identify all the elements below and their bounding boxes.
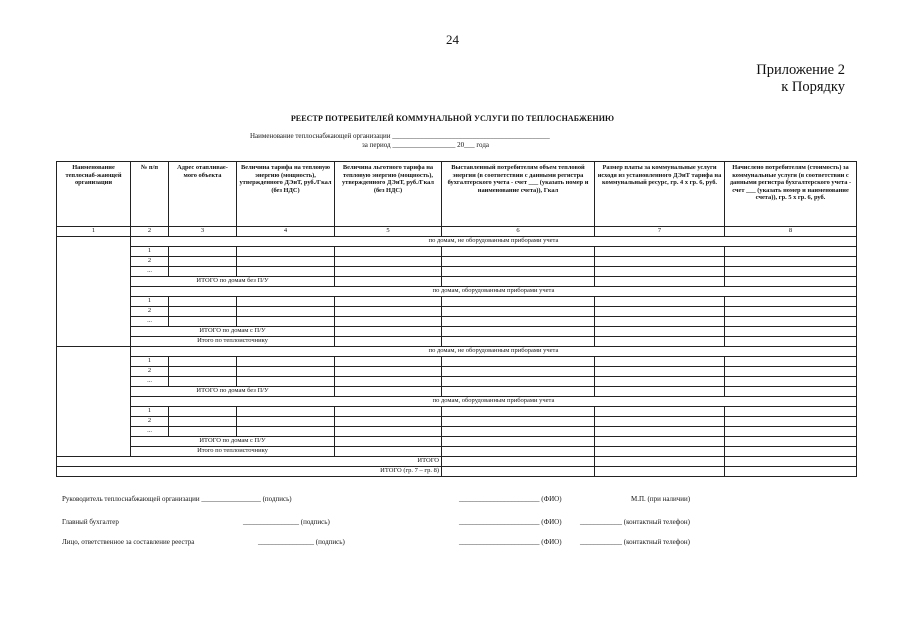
cell[interactable] [442, 407, 595, 417]
period-field[interactable]: за период __________________ 20___ года [362, 141, 489, 149]
table-row [57, 407, 857, 417]
table-row [57, 377, 857, 387]
item-number: ... [131, 317, 169, 327]
col-number: 7 [595, 227, 725, 237]
cell[interactable] [725, 437, 857, 447]
document-title: РЕЕСТР ПОТРЕБИТЕЛЕЙ КОММУНАЛЬНОЙ УСЛУГИ ПО ТЕПЛОСНАБЖЕНИЮ [290, 114, 615, 123]
signature-head-name[interactable]: _______________________ (ФИО) [459, 495, 562, 503]
cell[interactable] [595, 307, 725, 317]
cell[interactable] [595, 327, 725, 337]
cell[interactable] [442, 467, 595, 477]
cell[interactable] [595, 377, 725, 387]
cell[interactable] [725, 357, 857, 367]
cell[interactable] [725, 297, 857, 307]
total-no-meter-label: ИТОГО по домам без П/У [131, 387, 335, 397]
cell[interactable] [169, 297, 237, 307]
header-organization: Наименование теплоснаб-жающей организации [57, 162, 131, 227]
cell[interactable] [335, 257, 442, 267]
table-row [57, 307, 857, 317]
grand-total-check-label: ИТОГО (гр. 7 – гр. 8) [57, 467, 442, 477]
cell[interactable] [237, 367, 335, 377]
grand-total-label: ИТОГО [57, 457, 442, 467]
table-row [57, 397, 857, 407]
cell[interactable] [169, 247, 237, 257]
item-number: 1 [131, 247, 169, 257]
cell[interactable] [237, 297, 335, 307]
cell[interactable] [595, 437, 725, 447]
table-row [57, 427, 857, 437]
cell[interactable] [169, 307, 237, 317]
cell[interactable] [237, 247, 335, 257]
cell[interactable] [442, 437, 595, 447]
total-with-meter-label: ИТОГО по домам с П/У [131, 327, 335, 337]
cell[interactable] [335, 417, 442, 427]
cell[interactable] [725, 327, 857, 337]
cell[interactable] [442, 337, 595, 347]
table-row [57, 457, 857, 467]
header-preferential-tariff: Величина льготного тарифа на тепловую энергию (мощность), утвержденного ДЭиТ, руб./Гкал (без НДС) [335, 162, 442, 227]
cell[interactable] [335, 327, 442, 337]
cell[interactable] [442, 307, 595, 317]
table-row [57, 437, 857, 447]
col-number: 8 [725, 227, 857, 237]
stamp-label: М.П. (при наличии) [631, 495, 691, 503]
responsible-label: Лицо, ответственное за составление реестра [62, 538, 195, 546]
col-number: 1 [57, 227, 131, 237]
col-number: 3 [169, 227, 237, 237]
col-number: 2 [131, 227, 169, 237]
supplier-cell[interactable] [57, 237, 131, 347]
cell[interactable] [725, 267, 857, 277]
cell[interactable] [237, 307, 335, 317]
total-supplier-label: Итого по теплоисточнику [131, 337, 335, 347]
header-payment: Размер платы за коммунальные услуги исходя из установленного ДЭиТ тарифа на коммунальный ресурс, гр. 4 х гр. 6, руб. [595, 162, 725, 227]
cell[interactable] [725, 407, 857, 417]
table-row [57, 447, 857, 457]
cell[interactable] [169, 377, 237, 387]
cell[interactable] [442, 327, 595, 337]
item-number: 2 [131, 257, 169, 267]
item-number: 1 [131, 297, 169, 307]
supplier-cell[interactable] [57, 347, 131, 457]
header-accrued: Начислено потребителям (стоимость) за коммунальные услуги (в соответствии с данными регистра бухгалтерского учета - счет ___ (указать номер и наименование счета)), гр. 5 х гр. 6, руб. [725, 162, 857, 227]
accountant-signature[interactable]: ________________ (подпись) [243, 518, 330, 526]
cell[interactable] [725, 467, 857, 477]
registry-table [56, 161, 857, 477]
item-number: 1 [131, 357, 169, 367]
cell[interactable] [237, 377, 335, 387]
cell[interactable] [595, 467, 725, 477]
item-number: 2 [131, 417, 169, 427]
cell[interactable] [169, 317, 237, 327]
cell[interactable] [335, 297, 442, 307]
cell[interactable] [335, 387, 442, 397]
cell[interactable] [725, 427, 857, 437]
table-row [57, 337, 857, 347]
cell[interactable] [237, 407, 335, 417]
cell[interactable] [442, 317, 595, 327]
header-address: Адрес отапливае-мого объекта [169, 162, 237, 227]
cell[interactable] [725, 277, 857, 287]
cell[interactable] [725, 447, 857, 457]
cell[interactable] [442, 427, 595, 437]
cell[interactable] [237, 257, 335, 267]
item-number: ... [131, 377, 169, 387]
cell[interactable] [725, 457, 857, 467]
responsible-name[interactable]: _______________________ (ФИО) [459, 538, 562, 546]
cell[interactable] [442, 257, 595, 267]
registry-table-container [56, 161, 856, 477]
cell[interactable] [725, 387, 857, 397]
cell[interactable] [335, 367, 442, 377]
cell[interactable] [595, 387, 725, 397]
cell[interactable] [442, 457, 595, 467]
cell[interactable] [237, 417, 335, 427]
cell[interactable] [442, 377, 595, 387]
item-number: 2 [131, 367, 169, 377]
cell[interactable] [442, 417, 595, 427]
table-row [57, 387, 857, 397]
cell[interactable] [725, 247, 857, 257]
section-with-meter: по домам, оборудованным приборами учета [131, 287, 857, 297]
cell[interactable] [442, 387, 595, 397]
item-number: ... [131, 267, 169, 277]
signature-head[interactable]: Руководитель теплоснабжающей организации _________________ (подпись) [62, 495, 292, 503]
cell[interactable] [595, 297, 725, 307]
item-number: 2 [131, 307, 169, 317]
cell[interactable] [169, 407, 237, 417]
section-no-meter: по домам, не оборудованным приборами учета [131, 347, 857, 357]
table-row [57, 467, 857, 477]
cell[interactable] [237, 267, 335, 277]
appendix-line-2: к Порядку [781, 79, 845, 95]
item-number: ... [131, 427, 169, 437]
page-number: 24 [446, 32, 459, 47]
cell[interactable] [595, 457, 725, 467]
cell[interactable] [335, 317, 442, 327]
cell[interactable] [442, 447, 595, 457]
cell[interactable] [725, 337, 857, 347]
cell[interactable] [595, 257, 725, 267]
section-no-meter: по домам, не оборудованным приборами учета [131, 237, 857, 247]
cell[interactable] [335, 307, 442, 317]
cell[interactable] [442, 267, 595, 277]
section-with-meter: по домам, оборудованным приборами учета [131, 397, 857, 407]
cell[interactable] [595, 357, 725, 367]
cell[interactable] [335, 377, 442, 387]
accountant-label: Главный бухгалтер [62, 518, 119, 526]
cell[interactable] [169, 417, 237, 427]
cell[interactable] [725, 417, 857, 427]
cell[interactable] [595, 367, 725, 377]
cell[interactable] [237, 427, 335, 437]
col-number: 6 [442, 227, 595, 237]
column-number-row [57, 227, 857, 237]
cell[interactable] [725, 317, 857, 327]
header-volume: Выставленный потребителям объем тепловой энергии (в соответствии с данными регистра бухгалтерского учета - счет ___ (указать номер и наименование счета)), Гкал [442, 162, 595, 227]
table-row [57, 357, 857, 367]
accountant-phone[interactable]: ____________ (контактный телефон) [580, 518, 690, 526]
cell[interactable] [595, 267, 725, 277]
cell[interactable] [595, 447, 725, 457]
responsible-signature[interactable]: ________________ (подпись) [258, 538, 345, 546]
cell[interactable] [595, 317, 725, 327]
cell[interactable] [595, 417, 725, 427]
accountant-name[interactable]: _______________________ (ФИО) [459, 518, 562, 526]
cell[interactable] [335, 427, 442, 437]
cell[interactable] [595, 407, 725, 417]
table-row [57, 367, 857, 377]
total-supplier-label: Итого по теплоисточнику [131, 447, 335, 457]
table-row [57, 247, 857, 257]
cell[interactable] [169, 357, 237, 367]
table-row [57, 277, 857, 287]
table-row [57, 347, 857, 357]
cell[interactable] [595, 427, 725, 437]
cell[interactable] [169, 427, 237, 437]
organization-field[interactable]: Наименование теплоснабжающей организации _____________________________________________ [250, 132, 550, 140]
table-row [57, 287, 857, 297]
cell[interactable] [442, 277, 595, 287]
col-number: 5 [335, 227, 442, 237]
cell[interactable] [595, 247, 725, 257]
responsible-phone[interactable]: ____________ (контактный телефон) [580, 538, 690, 546]
cell[interactable] [237, 317, 335, 327]
table-row [57, 327, 857, 337]
table-row [57, 417, 857, 427]
cell[interactable] [335, 437, 442, 447]
header-row [57, 162, 857, 227]
header-tariff: Величина тарифа на тепловую энергию (мощность), утвержденного ДЭиТ, руб./Гкал (без НДС) [237, 162, 335, 227]
cell[interactable] [595, 337, 725, 347]
table-row [57, 267, 857, 277]
table-row [57, 317, 857, 327]
header-number: № п/п [131, 162, 169, 227]
cell[interactable] [442, 357, 595, 367]
table-row [57, 297, 857, 307]
cell[interactable] [169, 257, 237, 267]
cell[interactable] [335, 407, 442, 417]
cell[interactable] [725, 367, 857, 377]
cell[interactable] [335, 357, 442, 367]
cell[interactable] [595, 277, 725, 287]
cell[interactable] [237, 357, 335, 367]
col-number: 4 [237, 227, 335, 237]
cell[interactable] [169, 367, 237, 377]
total-no-meter-label: ИТОГО по домам без П/У [131, 277, 335, 287]
cell[interactable] [335, 247, 442, 257]
cell[interactable] [442, 247, 595, 257]
table-row [57, 257, 857, 267]
cell[interactable] [725, 307, 857, 317]
cell[interactable] [335, 337, 442, 347]
table-row [57, 237, 857, 247]
cell[interactable] [335, 267, 442, 277]
cell[interactable] [725, 377, 857, 387]
cell[interactable] [725, 257, 857, 267]
cell[interactable] [335, 277, 442, 287]
total-with-meter-label: ИТОГО по домам с П/У [131, 437, 335, 447]
cell[interactable] [442, 297, 595, 307]
appendix-header [756, 62, 845, 96]
appendix-line-1: Приложение 2 [756, 62, 845, 78]
cell[interactable] [335, 447, 442, 457]
cell[interactable] [442, 367, 595, 377]
item-number: 1 [131, 407, 169, 417]
cell[interactable] [169, 267, 237, 277]
